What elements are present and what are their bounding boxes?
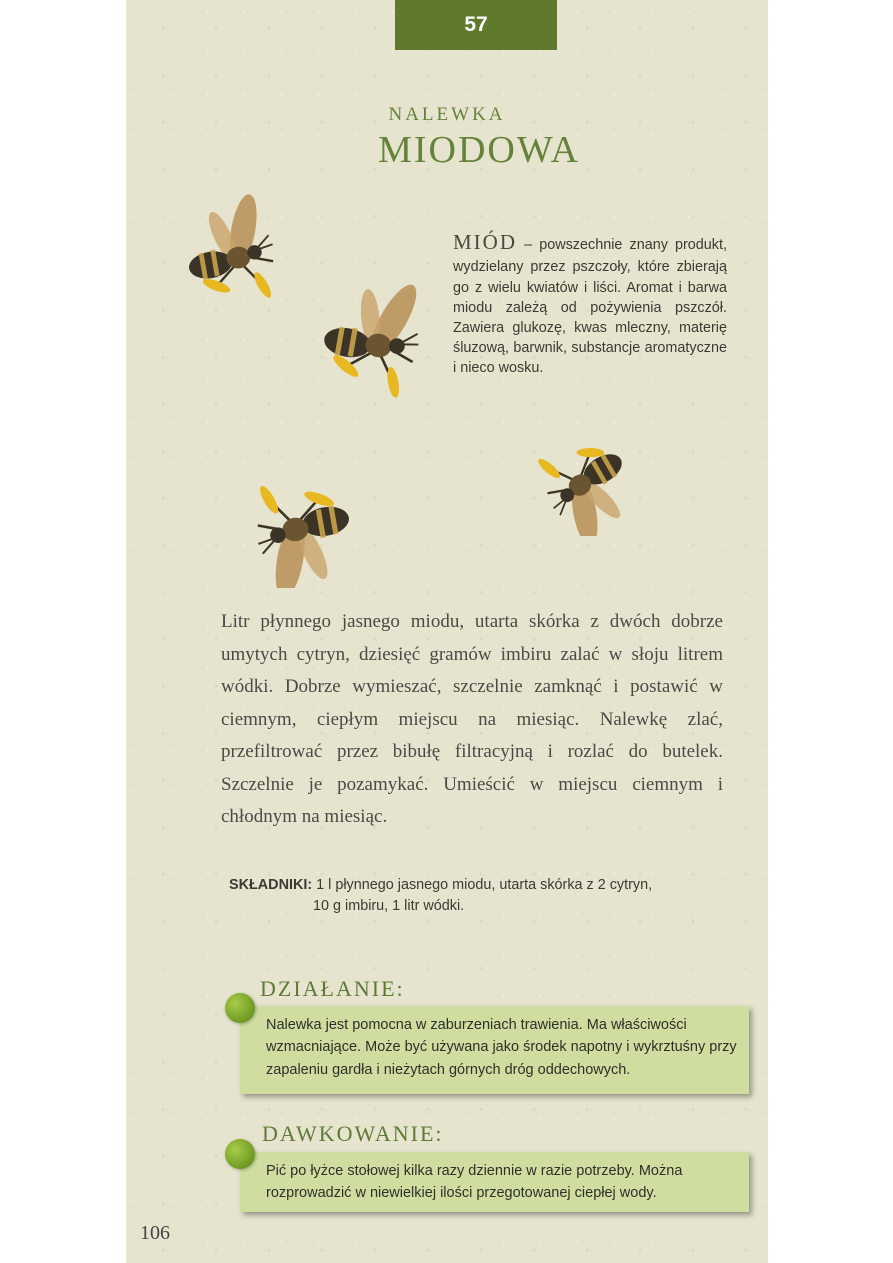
page-title: MIODOWA [378, 129, 580, 171]
dosage-box [240, 1152, 749, 1212]
dosage-text: Pić po łyżce stołowej kilka razy dziennie w razie potrzeby. Można rozprowadzić w niewielkiej ilości przegotowanej ciepłej wody. [266, 1163, 683, 1202]
bee-icon [232, 470, 364, 588]
page-number: 106 [140, 1222, 170, 1244]
ingredients [229, 875, 729, 917]
action-box [240, 1006, 749, 1094]
action-text: Nalewka jest pomocna w zaburzeniach trawienia. Ma właściwości wzmacniające. Może być używana jako środek napotny i wykrztuśny przy zapaleniu gardła i nieżytach górnych dróg oddechowych. [266, 1017, 737, 1078]
bullet-dot-icon [225, 993, 255, 1023]
bullet-dot-icon [225, 1139, 255, 1169]
bee-icon [186, 188, 286, 328]
intro-term: MIÓD [453, 230, 517, 254]
ingredients-line2: 10 g imbiru, 1 litr wódki. [313, 897, 465, 914]
action-title: DZIAŁANIE: [260, 976, 405, 1001]
intro-text: – powszechnie znany produkt, wydzielany przez pszczoły, które zbierają go z wielu kwiatów i liści. Aromat i barwa miodu zależą od pożywienia pszczół. Zawiera glukozę, kwas mleczny, materię śluzową, barwnik, substancje aromatyczne i nieco wosku. [453, 237, 727, 377]
recipe-text: Litr płynnego jasnego miodu, utarta skórka z dwóch dobrze umytych cytryn, dziesięć gramów imbiru zalać w słoju litrem wódki. Dobrze wymieszać, szczelnie zamknąć i postawić w ciemnym, ciepłym miejscu na miesiąc. Nalewkę zlać, przefiltrować przez bibułę filtracyjną i rozlać do butelek. Szczelnie je pozamykać. Umieścić w miejscu ciemnym i chłodnym na miesiąc. [221, 611, 723, 827]
recipe-number-tab: 57 [395, 0, 557, 50]
bee-icon [526, 432, 638, 536]
ingredients-line1: 1 l płynnego jasnego miodu, utarta skórka z 2 cytryn, [312, 877, 653, 893]
intro-paragraph [453, 228, 727, 378]
ingredients-label: SKŁADNIKI: [229, 877, 313, 893]
dosage-title: DAWKOWANIE: [262, 1121, 444, 1146]
title-kicker: NALEWKA [388, 104, 506, 125]
bee-icon [316, 280, 436, 410]
